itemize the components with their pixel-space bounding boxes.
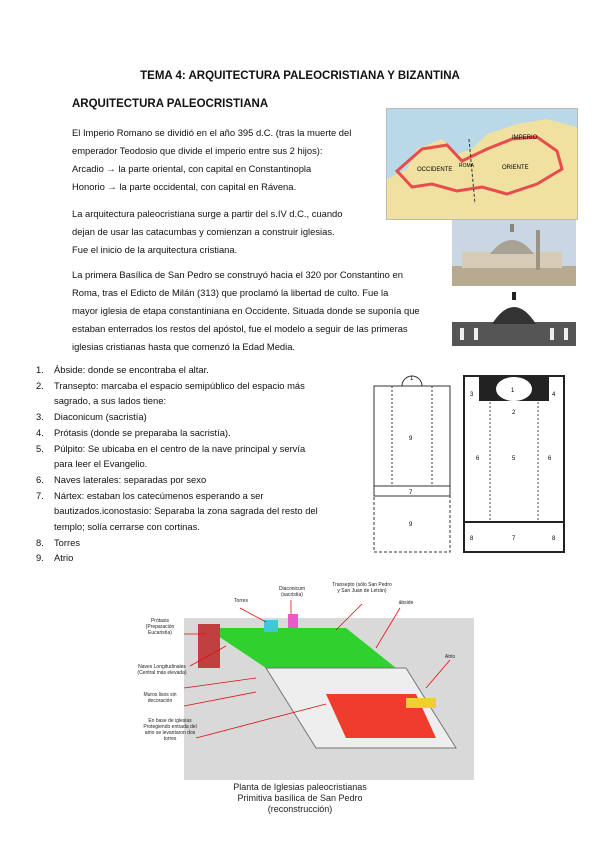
drawing-window (550, 328, 554, 340)
list-item (24, 362, 364, 378)
list-item-text: templo; solía cerrarse con cortinas. (54, 521, 200, 533)
list-number: 8. (36, 536, 44, 548)
basilica-drawing (452, 290, 576, 350)
paragraph-san-pedro (72, 266, 452, 356)
plan-label: 3 (470, 392, 474, 398)
photo-lantern (510, 224, 514, 232)
list-number: 9. (36, 552, 44, 564)
list-item-text: para leer el Evangelio. (54, 458, 148, 470)
plan-label: 7 (409, 490, 413, 496)
list-number: 5. (36, 442, 44, 454)
recon-label-torres: Torres (234, 598, 248, 604)
paragraph-empire-division (72, 124, 384, 196)
drawing-window (474, 328, 478, 340)
text-line: iglesias cristianas hasta que comenzó la Edad Media. (72, 341, 296, 352)
plan-label: 2 (512, 410, 516, 416)
plan-label: 9 (409, 436, 413, 442)
recon-label-abside: ábside (398, 600, 414, 606)
list-number: 6. (36, 473, 44, 485)
text-line: Honorio → la parte occidental, con capital en Rávena. (72, 181, 297, 192)
recon-label-diaconicum: Diaconicum (sacristía) (278, 586, 306, 598)
text-line: emperador Teodosio que divide el imperio entre sus 2 hijos): (72, 145, 323, 156)
text-line: La arquitectura paleocristiana surge a partir del s.IV d.C., cuando (72, 208, 343, 219)
list-number: 1. (36, 364, 44, 375)
caption-line: Planta de Iglesias paleocristianas (233, 782, 367, 792)
list-number: 7. (36, 489, 44, 501)
map-label-roma: ROMA (459, 163, 474, 169)
recon-label-atrio: Atrio (444, 654, 456, 660)
text-line: Fue el inicio de la arquitectura cristiana. (72, 244, 238, 255)
plan-label: 8 (470, 536, 474, 542)
list-item (24, 441, 364, 472)
recon-label-muros: Muros lisos sin decoración (143, 692, 177, 704)
list-item (24, 472, 364, 488)
text-line: estaban enterrados los restos del apóstol, fue el modelo a seguir de las primeras (72, 323, 408, 334)
figure-caption (210, 782, 390, 815)
floor-plan-left (372, 368, 452, 554)
recon-label-protasis: Prótasis (Preparación Eucaristía) (145, 618, 175, 636)
text-line: El Imperio Romano se dividió en el año 395 d.C. (tras la muerte del (72, 127, 352, 138)
text-line: La primera Basílica de San Pedro se construyó hacia el 320 por Constantino en (72, 269, 403, 280)
basilica-parts-list (24, 362, 364, 566)
section-heading: ARQUITECTURA PALEOCRISTIANA (72, 98, 269, 110)
st-peters-photo (452, 220, 576, 286)
plan-label: 1 (410, 376, 414, 382)
caption-line: (reconstrucción) (267, 804, 333, 814)
list-item-text: Transepto: marcaba el espacio semipúblico del espacio más (54, 379, 305, 391)
plan-label: 6 (548, 456, 552, 462)
plan-label: 6 (476, 456, 480, 462)
recon-diaconicum (288, 614, 298, 628)
list-item-text: Púlpito: Se ubicaba en el centro de la nave principal y servía (54, 442, 306, 454)
list-number: 3. (36, 411, 44, 423)
list-number: 4. (36, 426, 44, 438)
recon-protasis (198, 624, 220, 668)
drawing-facade (452, 322, 576, 346)
drawing-lantern (512, 292, 516, 300)
list-item-text: Naves laterales: separadas por sexo (54, 473, 207, 485)
list-item (24, 409, 364, 425)
list-item-text: Diaconicum (sacristía) (54, 411, 147, 423)
list-item-text: Torres (54, 536, 81, 548)
list-item (24, 488, 364, 535)
list-item-text: Prótasis (donde se preparaba la sacristía). (54, 426, 231, 438)
plan-label: 7 (512, 536, 516, 542)
text-line: Roma, tras el Edicto de Milán (313) que proclamó la libertad de culto. Fue la (72, 287, 389, 298)
plan-label: 9 (409, 522, 413, 528)
paragraph-origin (72, 205, 384, 259)
plan-label: 4 (552, 392, 556, 398)
text-line: mayor iglesia de etapa constantiniana en Occidente. Situada donde se suponía que (72, 305, 420, 316)
list-number: 2. (36, 379, 44, 391)
drawing-dome (492, 307, 536, 324)
map-label-oriente: ORIENTE (502, 165, 529, 171)
empire-map-image (386, 108, 578, 220)
page-title: TEMA 4: ARQUITECTURA PALEOCRISTIANA Y BIZANTINA (140, 70, 460, 82)
plan-label: 8 (552, 536, 556, 542)
list-item (24, 535, 364, 551)
recon-apse-yellow (406, 698, 436, 708)
photo-obelisk (536, 230, 540, 270)
recon-label-note: En base de iglesias Protegiendo entrada del atrio se levantaron dos torres (143, 718, 197, 742)
list-item-text: Ábside: donde se encontraba el altar. (54, 364, 209, 375)
list-item-text: bautizados.iconostasio: Separaba la zona sagrada del resto del (54, 505, 318, 517)
floor-plan-right (460, 372, 568, 556)
basilica-reconstruction (136, 578, 476, 780)
drawing-window (564, 328, 568, 340)
map-label-occidente: OCCIDENTE (417, 167, 453, 173)
map-label-imperio: IMPERIO (512, 135, 538, 141)
recon-label-naves: Naves Longitudinales (Central más elevada) (137, 664, 187, 676)
list-item (24, 378, 364, 409)
list-item (24, 550, 364, 566)
plan-outline (464, 376, 564, 552)
recon-label-transepto: Transepto (sólo San Pedro y San Juan de Letrán) (332, 582, 392, 594)
list-item-text: Atrio (54, 552, 74, 564)
plan-label: 1 (511, 388, 515, 394)
text-line: Arcadio → la parte oriental, con capital en Constantinopla (72, 163, 312, 174)
drawing-window (460, 328, 464, 340)
photo-square (452, 266, 576, 286)
list-item (24, 425, 364, 441)
list-item-text: sagrado, a sus lados tiene: (54, 395, 167, 407)
text-line: dejan de usar las catacumbas y comienzan a construir iglesias. (72, 226, 335, 237)
list-item-text: Nártex: estaban los catecúmenos esperando a ser (54, 489, 264, 501)
caption-line: Primitiva basílica de San Pedro (237, 793, 363, 803)
plan-label: 5 (512, 456, 516, 462)
photo-facade (462, 252, 562, 268)
